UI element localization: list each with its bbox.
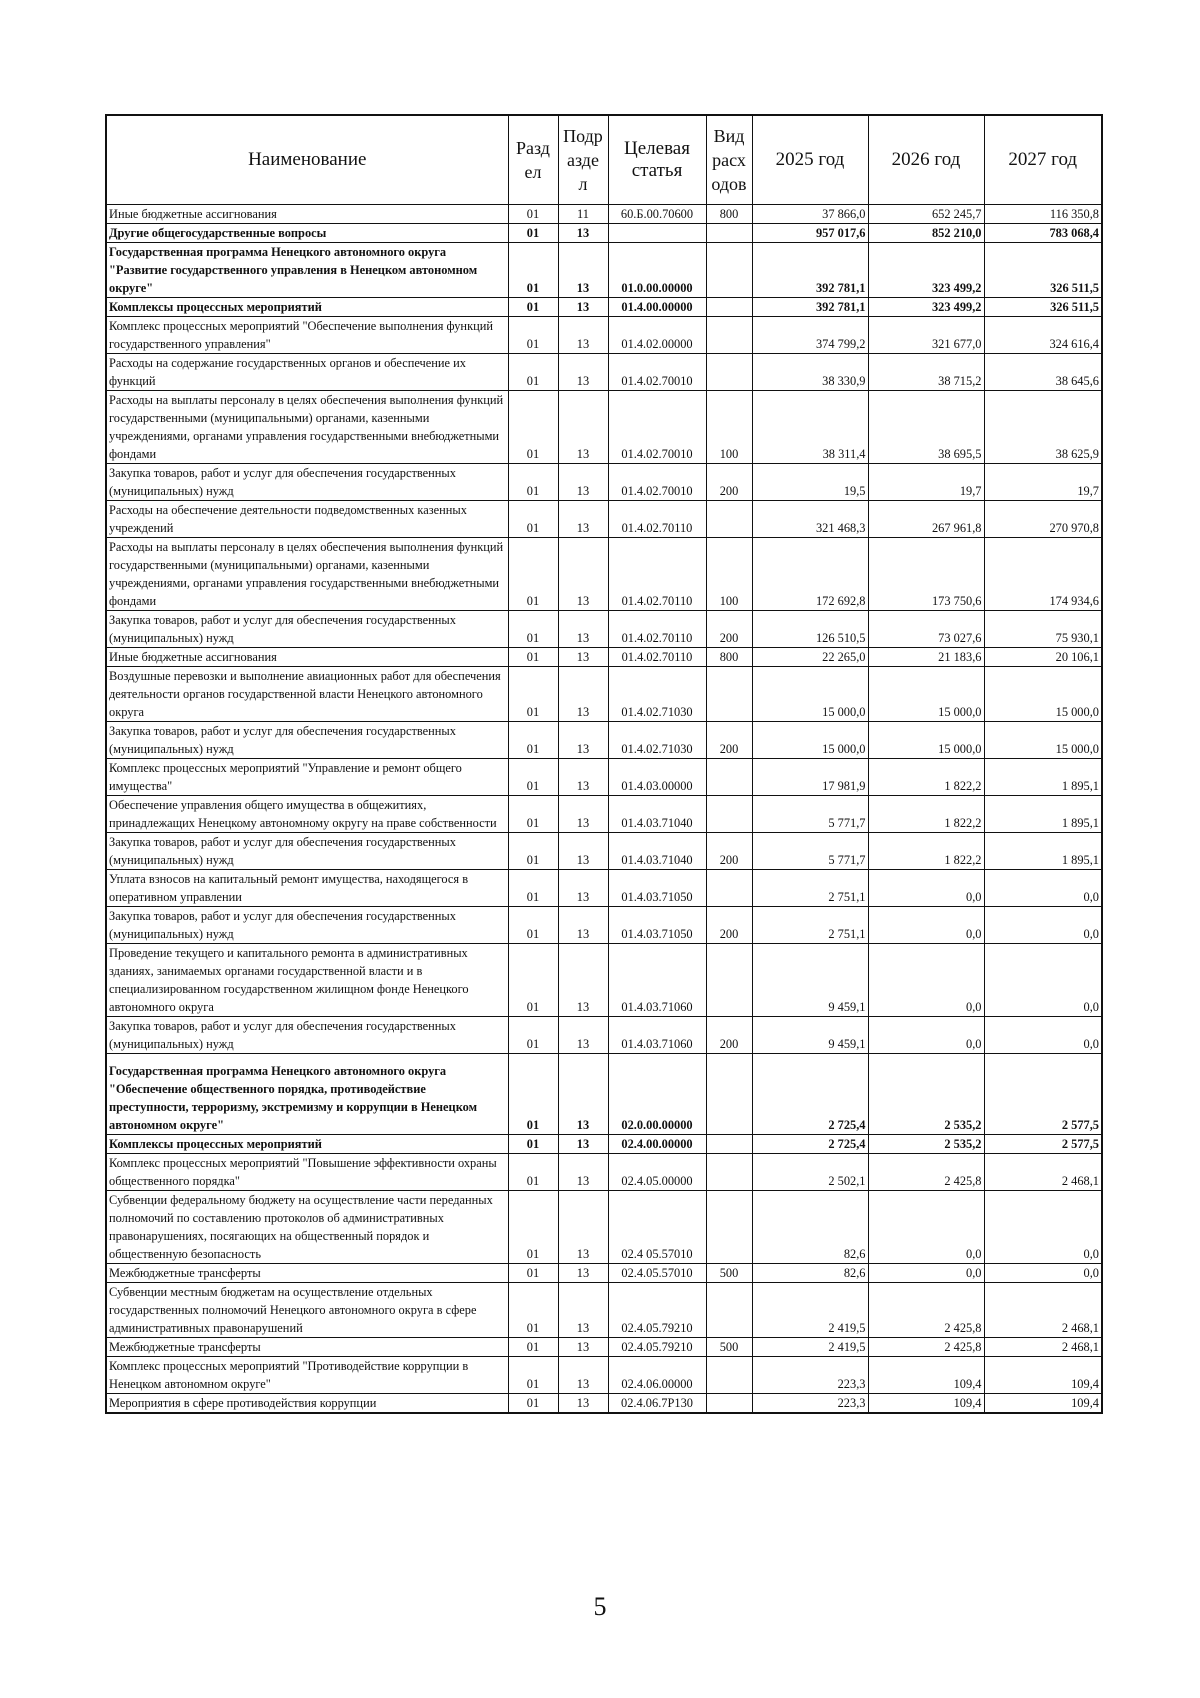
cell-year-2025: 2 751,1 (752, 907, 868, 944)
cell-year-2026: 1 822,2 (868, 833, 984, 870)
cell-target-article: 02.4.05.79210 (608, 1283, 706, 1338)
cell-year-2025: 2 751,1 (752, 870, 868, 907)
cell-year-2027: 2 468,1 (984, 1154, 1102, 1191)
cell-expense-type: 200 (706, 611, 752, 648)
cell-year-2027: 783 068,4 (984, 224, 1102, 243)
cell-section: 01 (508, 1054, 558, 1135)
cell-year-2027: 15 000,0 (984, 722, 1102, 759)
cell-section: 01 (508, 870, 558, 907)
cell-name: Комплекс процессных мероприятий "Повышение эффективности охраны общественного порядка" (106, 1154, 508, 1191)
cell-expense-type (706, 944, 752, 1017)
cell-year-2026: 38 695,5 (868, 391, 984, 464)
cell-target-article: 60.Б.00.70600 (608, 205, 706, 224)
cell-section: 01 (508, 1338, 558, 1357)
cell-target-article: 01.4.02.70010 (608, 391, 706, 464)
table-row (106, 464, 1102, 501)
cell-name: Государственная программа Ненецкого автономного округа "Развитие государственного управления в Ненецком автономном округе" (106, 243, 508, 298)
cell-subsection: 13 (558, 1135, 608, 1154)
cell-year-2025: 321 468,3 (752, 501, 868, 538)
cell-section: 01 (508, 205, 558, 224)
cell-year-2025: 2 725,4 (752, 1135, 868, 1154)
cell-year-2025: 82,6 (752, 1264, 868, 1283)
header-section: Разд ел (508, 115, 558, 205)
cell-year-2027: 0,0 (984, 1017, 1102, 1054)
cell-target-article: 02.4.05.57010 (608, 1264, 706, 1283)
cell-name: Закупка товаров, работ и услуг для обеспечения государственных (муниципальных) нужд (106, 1017, 508, 1054)
cell-subsection: 13 (558, 464, 608, 501)
cell-year-2027: 0,0 (984, 944, 1102, 1017)
cell-year-2027: 0,0 (984, 1264, 1102, 1283)
cell-year-2026: 0,0 (868, 1264, 984, 1283)
cell-expense-type: 200 (706, 722, 752, 759)
cell-expense-type: 500 (706, 1264, 752, 1283)
cell-name: Закупка товаров, работ и услуг для обеспечения государственных (муниципальных) нужд (106, 722, 508, 759)
table-row (106, 1191, 1102, 1264)
cell-name: Межбюджетные трансферты (106, 1264, 508, 1283)
cell-year-2025: 2 725,4 (752, 1054, 868, 1135)
cell-year-2027: 1 895,1 (984, 796, 1102, 833)
cell-name: Комплекс процессных мероприятий "Управление и ремонт общего имущества" (106, 759, 508, 796)
table-row (106, 317, 1102, 354)
cell-subsection: 13 (558, 648, 608, 667)
cell-subsection: 13 (558, 1264, 608, 1283)
cell-year-2025: 126 510,5 (752, 611, 868, 648)
cell-year-2026: 323 499,2 (868, 243, 984, 298)
cell-expense-type: 200 (706, 464, 752, 501)
table-row (106, 944, 1102, 1017)
cell-section: 01 (508, 648, 558, 667)
cell-year-2025: 957 017,6 (752, 224, 868, 243)
cell-year-2025: 392 781,1 (752, 298, 868, 317)
cell-name: Субвенции федеральному бюджету на осуществление части переданных полномочий по составлению протоколов об административных правонарушениях, посягающих на общественный порядок и общественную безопасность (106, 1191, 508, 1264)
table-row (106, 611, 1102, 648)
cell-year-2027: 326 511,5 (984, 243, 1102, 298)
header-year-2025: 2025 год (752, 115, 868, 205)
cell-year-2027: 2 577,5 (984, 1135, 1102, 1154)
cell-name: Межбюджетные трансферты (106, 1338, 508, 1357)
cell-expense-type (706, 243, 752, 298)
cell-expense-type (706, 1054, 752, 1135)
cell-year-2025: 223,3 (752, 1394, 868, 1414)
cell-target-article: 01.0.00.00000 (608, 243, 706, 298)
cell-name: Проведение текущего и капитального ремонта в административных зданиях, занимаемых органами государственной власти и в специализированном государственном жилищном фонде Ненецкого автономного округа (106, 944, 508, 1017)
cell-subsection: 13 (558, 1017, 608, 1054)
cell-year-2025: 15 000,0 (752, 722, 868, 759)
cell-year-2025: 5 771,7 (752, 796, 868, 833)
cell-subsection: 13 (558, 944, 608, 1017)
cell-expense-type (706, 1283, 752, 1338)
cell-year-2026: 0,0 (868, 907, 984, 944)
table-row (106, 833, 1102, 870)
cell-section: 01 (508, 501, 558, 538)
cell-target-article: 01.4.03.71050 (608, 907, 706, 944)
cell-name: Иные бюджетные ассигнования (106, 648, 508, 667)
cell-target-article: 01.4.02.71030 (608, 667, 706, 722)
table-row (106, 205, 1102, 224)
cell-target-article: 01.4.02.00000 (608, 317, 706, 354)
cell-section: 01 (508, 1264, 558, 1283)
table-row (106, 759, 1102, 796)
cell-name: Другие общегосударственные вопросы (106, 224, 508, 243)
cell-year-2026: 173 750,6 (868, 538, 984, 611)
cell-year-2026: 0,0 (868, 1017, 984, 1054)
cell-section: 01 (508, 317, 558, 354)
header-year-2027: 2027 год (984, 115, 1102, 205)
table-row (106, 1054, 1102, 1135)
cell-year-2026: 323 499,2 (868, 298, 984, 317)
header-year-2026: 2026 год (868, 115, 984, 205)
cell-section: 01 (508, 1135, 558, 1154)
cell-year-2025: 5 771,7 (752, 833, 868, 870)
cell-subsection: 13 (558, 1054, 608, 1135)
table-row (106, 1338, 1102, 1357)
cell-target-article: 02.4.05.00000 (608, 1154, 706, 1191)
cell-year-2027: 19,7 (984, 464, 1102, 501)
cell-year-2027: 109,4 (984, 1357, 1102, 1394)
cell-expense-type (706, 759, 752, 796)
cell-expense-type (706, 1357, 752, 1394)
cell-year-2026: 38 715,2 (868, 354, 984, 391)
cell-name: Государственная программа Ненецкого автономного округа "Обеспечение общественного порядка, противодействие преступности, терроризму, экстремизму и коррупции в Ненецком автономном округе" (106, 1054, 508, 1135)
cell-target-article: 01.4.03.00000 (608, 759, 706, 796)
table-row (106, 1283, 1102, 1338)
cell-section: 01 (508, 611, 558, 648)
cell-subsection: 13 (558, 667, 608, 722)
cell-section: 01 (508, 722, 558, 759)
cell-subsection: 13 (558, 354, 608, 391)
cell-target-article: 01.4.02.70110 (608, 501, 706, 538)
cell-name: Комплекс процессных мероприятий "Обеспечение выполнения функций государственного управления" (106, 317, 508, 354)
cell-year-2027: 1 895,1 (984, 833, 1102, 870)
cell-expense-type: 800 (706, 205, 752, 224)
cell-year-2026: 15 000,0 (868, 722, 984, 759)
cell-year-2025: 9 459,1 (752, 1017, 868, 1054)
cell-subsection: 13 (558, 1154, 608, 1191)
cell-year-2026: 2 425,8 (868, 1283, 984, 1338)
cell-year-2025: 38 311,4 (752, 391, 868, 464)
cell-section: 01 (508, 833, 558, 870)
cell-target-article: 02.4.06.7Р130 (608, 1394, 706, 1414)
cell-year-2026: 652 245,7 (868, 205, 984, 224)
cell-subsection: 13 (558, 870, 608, 907)
cell-section: 01 (508, 464, 558, 501)
cell-year-2026: 19,7 (868, 464, 984, 501)
table-row (106, 354, 1102, 391)
cell-target-article: 02.4 05.57010 (608, 1191, 706, 1264)
cell-year-2027: 0,0 (984, 870, 1102, 907)
cell-name: Расходы на содержание государственных органов и обеспечение их функций (106, 354, 508, 391)
cell-subsection: 13 (558, 391, 608, 464)
table-row (106, 870, 1102, 907)
cell-subsection: 13 (558, 224, 608, 243)
cell-expense-type (706, 501, 752, 538)
table-row (106, 667, 1102, 722)
table-row (106, 796, 1102, 833)
cell-year-2026: 321 677,0 (868, 317, 984, 354)
cell-name: Расходы на выплаты персоналу в целях обеспечения выполнения функций государственными (муниципальными) органами, казенными учреждениями, органами управления государственными внебюджетными фондами (106, 391, 508, 464)
cell-year-2025: 17 981,9 (752, 759, 868, 796)
cell-target-article: 01.4.03.71060 (608, 944, 706, 1017)
cell-section: 01 (508, 1394, 558, 1414)
cell-subsection: 13 (558, 1191, 608, 1264)
cell-target-article: 01.4.02.70110 (608, 538, 706, 611)
cell-year-2027: 20 106,1 (984, 648, 1102, 667)
cell-subsection: 13 (558, 722, 608, 759)
page-number: 5 (593, 1592, 607, 1621)
cell-year-2026: 21 183,6 (868, 648, 984, 667)
cell-expense-type (706, 1191, 752, 1264)
cell-subsection: 11 (558, 205, 608, 224)
cell-year-2025: 22 265,0 (752, 648, 868, 667)
budget-table (105, 114, 1103, 1414)
cell-section: 01 (508, 224, 558, 243)
cell-year-2025: 392 781,1 (752, 243, 868, 298)
table-row (106, 243, 1102, 298)
cell-name: Комплекс процессных мероприятий "Противодействие коррупции в Ненецком автономном округе" (106, 1357, 508, 1394)
cell-year-2026: 2 425,8 (868, 1338, 984, 1357)
cell-year-2027: 75 930,1 (984, 611, 1102, 648)
table-row (106, 224, 1102, 243)
table-body (106, 205, 1102, 1414)
table-header (106, 115, 1102, 205)
cell-year-2026: 73 027,6 (868, 611, 984, 648)
header-subsection: Подр азде л (558, 115, 608, 205)
cell-target-article: 01.4.03.71040 (608, 796, 706, 833)
cell-subsection: 13 (558, 317, 608, 354)
cell-year-2026: 1 822,2 (868, 796, 984, 833)
table-row (106, 648, 1102, 667)
cell-target-article: 01.4.02.71030 (608, 722, 706, 759)
cell-target-article: 02.4.00.00000 (608, 1135, 706, 1154)
cell-target-article: 01.4.03.71040 (608, 833, 706, 870)
table-row (106, 1394, 1102, 1414)
table-row (106, 391, 1102, 464)
cell-year-2026: 2 535,2 (868, 1054, 984, 1135)
table-row (106, 1357, 1102, 1394)
cell-year-2026: 2 535,2 (868, 1135, 984, 1154)
cell-year-2027: 109,4 (984, 1394, 1102, 1414)
cell-subsection: 13 (558, 1394, 608, 1414)
cell-subsection: 13 (558, 833, 608, 870)
cell-section: 01 (508, 1017, 558, 1054)
cell-name: Закупка товаров, работ и услуг для обеспечения государственных (муниципальных) нужд (106, 833, 508, 870)
cell-subsection: 13 (558, 796, 608, 833)
cell-section: 01 (508, 243, 558, 298)
cell-year-2027: 15 000,0 (984, 667, 1102, 722)
cell-target-article: 01.4.02.70110 (608, 611, 706, 648)
cell-section: 01 (508, 1357, 558, 1394)
cell-subsection: 13 (558, 298, 608, 317)
cell-year-2025: 15 000,0 (752, 667, 868, 722)
cell-year-2025: 2 419,5 (752, 1283, 868, 1338)
cell-year-2026: 0,0 (868, 870, 984, 907)
cell-section: 01 (508, 1283, 558, 1338)
cell-target-article: 01.4.00.00000 (608, 298, 706, 317)
cell-name: Расходы на выплаты персоналу в целях обеспечения выполнения функций государственными (муниципальными) органами, казенными учреждениями, органами управления государственными внебюджетными фондами (106, 538, 508, 611)
cell-subsection: 13 (558, 501, 608, 538)
cell-section: 01 (508, 667, 558, 722)
cell-section: 01 (508, 354, 558, 391)
cell-subsection: 13 (558, 611, 608, 648)
cell-subsection: 13 (558, 538, 608, 611)
cell-subsection: 13 (558, 1283, 608, 1338)
cell-year-2027: 270 970,8 (984, 501, 1102, 538)
cell-section: 01 (508, 391, 558, 464)
cell-year-2027: 116 350,8 (984, 205, 1102, 224)
cell-expense-type (706, 1135, 752, 1154)
cell-section: 01 (508, 1191, 558, 1264)
cell-year-2025: 172 692,8 (752, 538, 868, 611)
cell-target-article (608, 224, 706, 243)
header-name: Наименование (106, 115, 508, 205)
cell-expense-type: 100 (706, 391, 752, 464)
cell-section: 01 (508, 944, 558, 1017)
cell-section: 01 (508, 298, 558, 317)
cell-year-2026: 0,0 (868, 944, 984, 1017)
table-row (106, 722, 1102, 759)
cell-expense-type (706, 1394, 752, 1414)
cell-year-2025: 9 459,1 (752, 944, 868, 1017)
cell-year-2026: 267 961,8 (868, 501, 984, 538)
cell-section: 01 (508, 1154, 558, 1191)
cell-name: Комплексы процессных мероприятий (106, 298, 508, 317)
table-row (106, 298, 1102, 317)
cell-expense-type (706, 354, 752, 391)
cell-name: Комплексы процессных мероприятий (106, 1135, 508, 1154)
cell-expense-type: 200 (706, 907, 752, 944)
cell-expense-type (706, 224, 752, 243)
cell-expense-type: 500 (706, 1338, 752, 1357)
cell-target-article: 02.0.00.00000 (608, 1054, 706, 1135)
cell-target-article: 01.4.03.71060 (608, 1017, 706, 1054)
cell-expense-type (706, 1154, 752, 1191)
cell-year-2025: 2 502,1 (752, 1154, 868, 1191)
cell-year-2027: 38 625,9 (984, 391, 1102, 464)
cell-name: Уплата взносов на капитальный ремонт имущества, находящегося в оперативном управлении (106, 870, 508, 907)
cell-target-article: 02.4.06.00000 (608, 1357, 706, 1394)
cell-name: Обеспечение управления общего имущества в общежитиях, принадлежащих Ненецкому автономному округу на праве собственности (106, 796, 508, 833)
table-row (106, 538, 1102, 611)
cell-target-article: 01.4.03.71050 (608, 870, 706, 907)
cell-year-2027: 326 511,5 (984, 298, 1102, 317)
cell-target-article: 02.4.05.79210 (608, 1338, 706, 1357)
header-row (106, 115, 1102, 205)
table-row (106, 1017, 1102, 1054)
cell-year-2027: 174 934,6 (984, 538, 1102, 611)
cell-year-2027: 0,0 (984, 907, 1102, 944)
cell-expense-type: 200 (706, 833, 752, 870)
cell-target-article: 01.4.02.70010 (608, 354, 706, 391)
cell-year-2025: 37 866,0 (752, 205, 868, 224)
cell-name: Закупка товаров, работ и услуг для обеспечения государственных (муниципальных) нужд (106, 611, 508, 648)
cell-year-2025: 19,5 (752, 464, 868, 501)
cell-name: Воздушные перевозки и выполнение авиационных работ для обеспечения деятельности органов государственной власти Ненецкого автономного округа (106, 667, 508, 722)
cell-year-2027: 2 468,1 (984, 1283, 1102, 1338)
cell-subsection: 13 (558, 1357, 608, 1394)
cell-year-2025: 38 330,9 (752, 354, 868, 391)
cell-year-2026: 0,0 (868, 1191, 984, 1264)
table-row (106, 1135, 1102, 1154)
cell-year-2026: 1 822,2 (868, 759, 984, 796)
cell-expense-type: 200 (706, 1017, 752, 1054)
cell-expense-type (706, 796, 752, 833)
cell-section: 01 (508, 907, 558, 944)
cell-year-2027: 2 468,1 (984, 1338, 1102, 1357)
cell-section: 01 (508, 796, 558, 833)
table-row (106, 1264, 1102, 1283)
cell-year-2027: 38 645,6 (984, 354, 1102, 391)
cell-section: 01 (508, 538, 558, 611)
table-row (106, 501, 1102, 538)
cell-subsection: 13 (558, 759, 608, 796)
table-row (106, 1154, 1102, 1191)
cell-year-2025: 223,3 (752, 1357, 868, 1394)
cell-year-2026: 109,4 (868, 1357, 984, 1394)
cell-year-2025: 2 419,5 (752, 1338, 868, 1357)
cell-subsection: 13 (558, 243, 608, 298)
cell-year-2026: 109,4 (868, 1394, 984, 1414)
cell-target-article: 01.4.02.70010 (608, 464, 706, 501)
cell-year-2025: 82,6 (752, 1191, 868, 1264)
cell-subsection: 13 (558, 1338, 608, 1357)
cell-name: Закупка товаров, работ и услуг для обеспечения государственных (муниципальных) нужд (106, 464, 508, 501)
cell-name: Расходы на обеспечение деятельности подведомственных казенных учреждений (106, 501, 508, 538)
cell-year-2027: 324 616,4 (984, 317, 1102, 354)
cell-expense-type: 800 (706, 648, 752, 667)
cell-name: Закупка товаров, работ и услуг для обеспечения государственных (муниципальных) нужд (106, 907, 508, 944)
cell-expense-type: 100 (706, 538, 752, 611)
cell-target-article: 01.4.02.70110 (608, 648, 706, 667)
cell-name: Иные бюджетные ассигнования (106, 205, 508, 224)
cell-year-2026: 2 425,8 (868, 1154, 984, 1191)
cell-year-2026: 15 000,0 (868, 667, 984, 722)
table-row (106, 907, 1102, 944)
header-target-article: Целевая статья (608, 115, 706, 205)
cell-year-2026: 852 210,0 (868, 224, 984, 243)
header-expense-type: Вид расх одов (706, 115, 752, 205)
cell-subsection: 13 (558, 907, 608, 944)
cell-expense-type (706, 317, 752, 354)
cell-expense-type (706, 870, 752, 907)
cell-expense-type (706, 298, 752, 317)
cell-year-2025: 374 799,2 (752, 317, 868, 354)
cell-year-2027: 1 895,1 (984, 759, 1102, 796)
cell-year-2027: 0,0 (984, 1191, 1102, 1264)
cell-section: 01 (508, 759, 558, 796)
cell-name: Мероприятия в сфере противодействия коррупции (106, 1394, 508, 1414)
cell-expense-type (706, 667, 752, 722)
cell-name: Субвенции местным бюджетам на осуществление отдельных государственных полномочий Ненецкого автономного округа в сфере административных правонарушений (106, 1283, 508, 1338)
cell-year-2027: 2 577,5 (984, 1054, 1102, 1135)
